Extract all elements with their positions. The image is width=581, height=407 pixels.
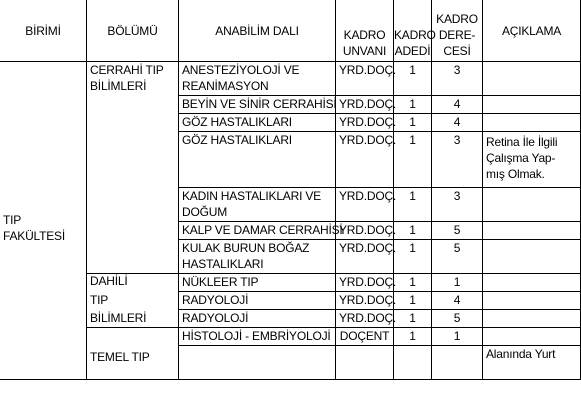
bolum-cerrahi-cell — [87, 62, 179, 274]
anabilim-cell: RADYOLOJİ — [179, 310, 336, 328]
header-kadro-adedi — [394, 0, 436, 62]
header-row — [0, 0, 581, 62]
anabilim-line2: DOĞUM — [182, 205, 227, 219]
derece-cell: 4 — [432, 114, 483, 132]
bolum-temel-line1: TEMEL TIP — [90, 350, 150, 364]
adet-cell: 1 — [394, 328, 432, 346]
anabilim-line2: REANİMASYON — [182, 79, 269, 93]
unvan-cell: YRD.DOÇ. — [336, 188, 394, 222]
anabilim-line1: KADIN HASTALIKLARI VE — [182, 189, 321, 203]
adet-cell: 1 — [394, 114, 432, 132]
unvan-cell: YRD.DOÇ. — [336, 62, 394, 96]
unvan-cell: YRD.DOÇ. — [336, 274, 394, 292]
aciklama-cell — [483, 114, 581, 132]
derece-cell: 3 — [432, 188, 483, 222]
derece-cell: 1 — [432, 274, 483, 292]
birim-cell — [0, 62, 87, 380]
derece-cell: 3 — [432, 132, 483, 188]
anabilim-line1: ANESTEZİYOLOJİ VE — [182, 63, 300, 77]
adet-cell: 1 — [394, 62, 432, 96]
header-adet-line2: ADEDİ — [394, 44, 431, 58]
aciklama-cell — [483, 346, 581, 380]
bolum-cerrahi-line2: BİLİMLERİ — [90, 79, 147, 93]
aciklama-cell — [483, 96, 581, 114]
anabilim-cell: NÜKLEER TIP — [179, 274, 336, 292]
header-kadro-unvani — [336, 0, 394, 62]
aciklama-cell — [483, 292, 581, 310]
bolum-temel-cell — [87, 328, 179, 380]
derece-cell — [432, 346, 483, 380]
aciklama-line3: mış Olmak. — [486, 167, 545, 181]
adet-cell: 1 — [394, 188, 432, 222]
derece-cell: 5 — [432, 310, 483, 328]
anabilim-cell: BEYİN VE SİNİR CERRAHİSİ — [179, 96, 336, 114]
header-birim: BİRİMİ — [0, 0, 87, 62]
header-derece-line3: CESİ — [443, 44, 471, 58]
adet-cell: 1 — [394, 240, 432, 274]
adet-cell: 1 — [394, 96, 432, 114]
derece-cell: 5 — [432, 240, 483, 274]
anabilim-cell — [179, 346, 336, 380]
table-row — [0, 328, 581, 346]
unvan-cell: YRD.DOÇ. — [336, 222, 394, 240]
anabilim-cell: HİSTOLOJİ - EMBRİYOLOJİ — [179, 328, 336, 346]
unvan-cell — [336, 346, 394, 380]
bolum-dahili-line2: TIP — [90, 293, 109, 307]
header-kadro-derecesi — [432, 0, 483, 62]
aciklama-cell — [483, 132, 581, 188]
unvan-cell: YRD.DOÇ. — [336, 132, 394, 188]
adet-cell — [394, 346, 432, 380]
unvan-cell: YRD.DOÇ. — [336, 114, 394, 132]
aciklama-cell — [483, 274, 581, 292]
derece-cell: 4 — [432, 96, 483, 114]
aciklama-cell — [483, 240, 581, 274]
aciklama-cell — [483, 188, 581, 222]
adet-cell: 1 — [394, 310, 432, 328]
aciklama-cell — [483, 222, 581, 240]
anabilim-cell: RADYOLOJİ — [179, 292, 336, 310]
table-row — [0, 274, 581, 292]
aciklama-line2: Çalışma Yap- — [486, 151, 556, 165]
unvan-cell: YRD.DOÇ. — [336, 240, 394, 274]
bolum-dahili-cell — [87, 274, 179, 328]
adet-cell: 1 — [394, 292, 432, 310]
unvan-cell: YRD.DOÇ. — [336, 310, 394, 328]
table-row — [0, 62, 581, 96]
header-derece-line1: KADRO — [436, 12, 478, 26]
derece-cell: 4 — [432, 292, 483, 310]
unvan-cell: YRD.DOÇ. — [336, 96, 394, 114]
header-aciklama: AÇIKLAMA — [483, 0, 581, 62]
bolum-cerrahi-line1: CERRAHİ TIP — [90, 63, 164, 77]
aciklama-line1: Retina İle İlgili — [486, 135, 558, 149]
aciklama-cell — [483, 310, 581, 328]
bolum-dahili-line3: BİLİMLERİ — [90, 311, 147, 325]
adet-cell: 1 — [394, 222, 432, 240]
aciklama-cell — [483, 62, 581, 96]
derece-cell: 3 — [432, 62, 483, 96]
unvan-cell: YRD.DOÇ. — [336, 292, 394, 310]
header-derece-line2: DERE- — [438, 28, 476, 42]
header-anabilim: ANABİLİM DALI — [179, 0, 336, 62]
birim-line2: FAKÜLTESİ — [3, 229, 65, 243]
anabilim-cell — [179, 188, 336, 222]
header-bolum: BÖLÜMÜ — [87, 0, 179, 62]
anabilim-line1: KULAK BURUN BOĞAZ — [182, 241, 310, 255]
header-unvan-line1: KADRO — [343, 28, 386, 42]
header-unvan-line2: UNVANI — [342, 44, 387, 58]
derece-cell: 5 — [432, 222, 483, 240]
anabilim-cell: GÖZ HASTALIKLARI — [179, 132, 336, 188]
adet-cell: 1 — [394, 274, 432, 292]
anabilim-cell: GÖZ HASTALIKLARI — [179, 114, 336, 132]
birim-line1: TIP — [3, 213, 22, 227]
bolum-dahili-line1: DAHİLİ — [90, 274, 128, 288]
aciklama-line1: Alanında Yurt — [486, 347, 556, 361]
adet-cell: 1 — [394, 132, 432, 188]
anabilim-line2: HASTALIKLARI — [182, 257, 264, 271]
header-adet-line1: KADRO — [394, 28, 436, 42]
anabilim-cell — [179, 240, 336, 274]
aciklama-cell — [483, 328, 581, 346]
unvan-cell: DOÇENT — [336, 328, 394, 346]
derece-cell: 1 — [432, 328, 483, 346]
anabilim-cell — [179, 62, 336, 96]
anabilim-cell: KALP VE DAMAR CERRAHİSİ — [179, 222, 336, 240]
